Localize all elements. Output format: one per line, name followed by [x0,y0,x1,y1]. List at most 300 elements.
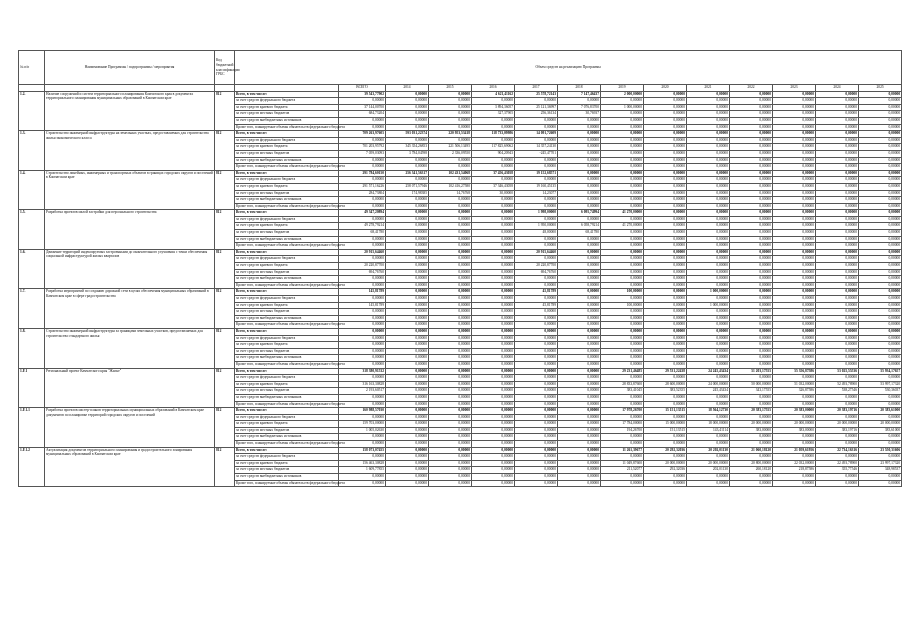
amount-cell: 0,00000 [687,276,730,283]
amount-cell: 0,00000 [644,216,687,223]
amount-cell: 0,00000 [515,243,558,250]
amount-cell: 0,00000 [472,315,515,322]
budget-table [18,50,902,487]
funding-source-label: за счет средств местных бюджетов [235,348,339,355]
amount-cell: 0,00000 [429,203,472,210]
amount-cell: 383,61000 [859,427,902,434]
amount-cell: 0,00000 [730,375,773,382]
amount-cell: 0,00000 [472,296,515,303]
amount-cell: 0,00000 [601,164,644,171]
amount-cell: 0,00000 [687,375,730,382]
year-header: 2018 [558,85,601,92]
amount-cell: 0,00000 [558,368,601,375]
amount-cell: 48,00000 [515,230,558,237]
funding-source-label: за счет средств краевого бюджета [235,460,339,467]
amount-cell: 211,52077 [601,467,644,474]
amount-cell: 20 383,61000 [859,408,902,415]
amount-cell: 0,00000 [859,91,902,98]
amount-cell: 0,00000 [515,137,558,144]
amount-cell: 0,00000 [601,441,644,448]
amount-cell: 0,00000 [687,454,730,461]
amount-cell: 0,00000 [730,269,773,276]
amount-cell: 0,00000 [601,394,644,401]
funding-source-label: за счет средств краевого бюджета [235,302,339,309]
amount-cell: 0,00000 [730,104,773,111]
col-grbs-header: Код бюджетной классификации ГРБС [215,51,235,85]
amount-cell: 0,00000 [644,269,687,276]
amount-cell: 0,00000 [472,256,515,263]
amount-cell: 0,00000 [773,131,816,138]
amount-cell: 0,00000 [558,335,601,342]
amount-cell: 0,00000 [730,203,773,210]
amount-cell: 0,00000 [515,375,558,382]
amount-cell: 0,00000 [730,361,773,368]
amount-cell: 0,00000 [386,124,429,131]
amount-cell: 0,00000 [859,269,902,276]
amount-cell: 0,00000 [816,236,859,243]
amount-cell: 0,00000 [773,480,816,487]
amount-cell: 260,18120 [730,467,773,474]
amount-cell: 0,00000 [644,210,687,217]
amount-cell: 0,00000 [816,243,859,250]
amount-cell: 0,00000 [859,230,902,237]
funding-source-label: за счет средств местных бюджетов [235,388,339,395]
row-number: 1.7. [19,289,45,329]
funding-source-label: за счет средств местных бюджетов [235,427,339,434]
amount-cell: 0,00000 [515,441,558,448]
funding-source-label: за счет средств федерального бюджета [235,216,339,223]
amount-cell: 0,00000 [558,421,601,428]
amount-cell: 0,00000 [472,328,515,335]
amount-cell: 0,00000 [773,315,816,322]
amount-cell: 0,00000 [816,289,859,296]
amount-cell: 49 278,79214 [339,223,386,230]
amount-cell: 0,00000 [339,137,386,144]
amount-cell: 0,00000 [687,361,730,368]
amount-cell: 0,00000 [730,183,773,190]
amount-cell: 0,00000 [515,467,558,474]
amount-cell: 0,00000 [644,104,687,111]
amount-cell: 0,00000 [730,170,773,177]
amount-cell: 0,00000 [429,394,472,401]
amount-cell: 0,00000 [339,454,386,461]
amount-cell: 0,00000 [687,111,730,118]
amount-cell: 20 383,19716 [816,408,859,415]
amount-cell: 0,00000 [644,335,687,342]
amount-cell: 0,00000 [472,381,515,388]
amount-cell: 0,00000 [472,434,515,441]
amount-cell: 18 000,00000 [687,421,730,428]
amount-cell: 0,00000 [687,210,730,217]
amount-cell: 19 152,68571 [515,170,558,177]
amount-cell: 0,00000 [558,124,601,131]
amount-cell: 538,27546 [816,388,859,395]
amount-cell: 0,00000 [429,388,472,395]
table-row [19,289,902,296]
amount-cell: 0,00000 [429,216,472,223]
funding-source-label: за счет средств внебюджетных источников [235,434,339,441]
amount-cell: 29 531,22438 [644,368,687,375]
amount-cell: 24 000,00000 [687,381,730,388]
amount-cell: 0,00000 [472,230,515,237]
amount-cell: 0,00000 [687,322,730,329]
amount-cell: 0,00000 [429,348,472,355]
amount-cell: 0,00000 [773,230,816,237]
amount-cell: 21 059,61956 [773,447,816,454]
col-no-header: № п/п [19,51,45,85]
amount-cell: 15 151,13515 [644,408,687,415]
amount-cell: 0,00000 [816,131,859,138]
amount-cell: 0,00000 [515,381,558,388]
amount-cell: 0,00000 [339,216,386,223]
amount-cell: 0,00000 [730,223,773,230]
grbs-code: 812 [215,289,235,329]
amount-cell: 218,87586 [773,467,816,474]
amount-cell: 0,00000 [339,441,386,448]
amount-cell: 0,00000 [687,230,730,237]
amount-cell: 694,76760 [339,269,386,276]
amount-cell: 0,00000 [816,480,859,487]
amount-cell: 0,00000 [730,263,773,270]
amount-cell: 18 564,12730 [687,408,730,415]
amount-cell: 684,73204 [339,111,386,118]
amount-cell: 0,00000 [386,394,429,401]
amount-cell: 0,00000 [773,243,816,250]
amount-cell: 0,00000 [687,328,730,335]
amount-cell: 0,00000 [386,157,429,164]
amount-cell: 0,00000 [816,263,859,270]
amount-cell: 0,00000 [601,203,644,210]
amount-cell: 0,00000 [386,441,429,448]
amount-cell: 0,00000 [730,256,773,263]
amount-cell: 0,00000 [558,137,601,144]
funding-source-label: Кроме того, планируемые объемы обязательств федерального бюджета [235,480,339,487]
amount-cell: 0,00000 [816,414,859,421]
funding-source-label: за счет средств федерального бюджета [235,177,339,184]
amount-cell: 0,00000 [687,144,730,151]
amount-cell: 0,00000 [386,460,429,467]
amount-cell: 0,00000 [601,315,644,322]
funding-source-label: за счет средств краевого бюджета [235,104,339,111]
amount-cell: 0,00000 [687,190,730,197]
row-number: 1.F.1.1 [19,408,45,448]
amount-cell: 0,00000 [601,117,644,124]
amount-cell: 0,00000 [558,157,601,164]
amount-cell: 0,00000 [730,342,773,349]
amount-cell: 0,00000 [558,348,601,355]
amount-cell: 0,00000 [730,454,773,461]
funding-source-label: за счет средств федерального бюджета [235,256,339,263]
amount-cell: 0,00000 [601,243,644,250]
amount-cell: 0,00000 [515,447,558,454]
year-header: 2020 [644,85,687,92]
amount-cell: 0,00000 [429,441,472,448]
amount-cell: 0,00000 [386,263,429,270]
row-number: 1.4. [19,170,45,210]
grbs-code: 812 [215,447,235,487]
funding-source-label: Кроме того, планируемые объемы обязательств федерального бюджета [235,164,339,171]
amount-cell: 0,00000 [339,315,386,322]
amount-cell: 0,00000 [644,230,687,237]
funding-source-label: Кроме того, планируемые объемы обязательств федерального бюджета [235,322,339,329]
amount-cell: 0,00000 [558,460,601,467]
amount-cell: 0,00000 [816,111,859,118]
table-row [19,408,902,415]
amount-cell: 20 220,87700 [339,263,386,270]
amount-cell: 0,00000 [687,355,730,362]
row-number: 1.3. [19,131,45,171]
amount-cell: 0,00000 [687,315,730,322]
amount-cell: 0,00000 [730,111,773,118]
amount-cell: 1 609,77855 [339,467,386,474]
amount-cell: 45,81789 [515,302,558,309]
amount-cell: 0,00000 [515,322,558,329]
amount-cell: 0,00000 [859,361,902,368]
amount-cell: 0,00000 [816,104,859,111]
amount-cell: 0,00000 [816,474,859,481]
amount-cell: 0,00000 [472,388,515,395]
amount-cell: 11 049,87600 [601,460,644,467]
funding-source-label: за счет средств федерального бюджета [235,137,339,144]
amount-cell: 0,00000 [773,249,816,256]
amount-cell: 0,00000 [859,98,902,105]
amount-cell: 0,00000 [601,157,644,164]
amount-cell: 0,00000 [773,348,816,355]
amount-cell: 0,00000 [558,467,601,474]
amount-cell: 0,00000 [558,309,601,316]
amount-cell: 0,00000 [859,124,902,131]
amount-cell: 0,00000 [558,243,601,250]
amount-cell: 0,00000 [773,144,816,151]
amount-cell: 0,00000 [859,441,902,448]
amount-cell: 0,00000 [816,91,859,98]
amount-cell: 0,00000 [644,289,687,296]
amount-cell: 156 463,30828 [339,460,386,467]
amount-cell: 0,00000 [339,480,386,487]
table-row [19,249,902,256]
amount-cell: 0,00000 [816,197,859,204]
amount-cell: 0,00000 [687,104,730,111]
amount-cell: 20 000,00000 [644,460,687,467]
amount-cell: 159 703,00000 [339,421,386,428]
funding-source-label: Всего, в том числе: [235,408,339,415]
amount-cell: 0,00000 [644,177,687,184]
amount-cell: 0,00000 [687,124,730,131]
amount-cell: 0,00000 [773,164,816,171]
amount-cell: 0,00000 [816,348,859,355]
amount-cell: 0,00000 [816,164,859,171]
amount-cell: 0,00000 [386,243,429,250]
amount-cell: 2 193,60517 [339,388,386,395]
amount-cell: 2 000,00000 [601,91,644,98]
amount-cell: 0,00000 [429,447,472,454]
amount-cell: 0,00000 [558,197,601,204]
amount-cell: 0,00000 [339,177,386,184]
amount-cell: 6 058,79214 [558,223,601,230]
funding-source-label: за счет средств краевого бюджета [235,421,339,428]
funding-source-label: за счет средств внебюджетных источников [235,394,339,401]
amount-cell: 0,00000 [386,137,429,144]
amount-cell: 0,00000 [730,131,773,138]
amount-cell: 0,00000 [515,98,558,105]
amount-cell: 0,00000 [515,434,558,441]
amount-cell: 0,00000 [558,434,601,441]
amount-cell: 0,00000 [515,388,558,395]
year-header: 2021 [687,85,730,92]
amount-cell: 0,00000 [472,164,515,171]
amount-cell: 0,00000 [601,170,644,177]
amount-cell: 0,00000 [773,236,816,243]
amount-cell: 0,00000 [859,117,902,124]
funding-source-label: за счет средств местных бюджетов [235,230,339,237]
amount-cell: 100,00000 [601,289,644,296]
amount-cell: 0,00000 [687,137,730,144]
amount-cell: 0,00000 [558,289,601,296]
amount-cell: 0,00000 [601,216,644,223]
funding-source-label: за счет средств краевого бюджета [235,263,339,270]
amount-cell: 0,00000 [859,144,902,151]
amount-cell: 0,00000 [730,164,773,171]
amount-cell: 0,00000 [339,124,386,131]
amount-cell: 0,00000 [429,315,472,322]
amount-cell: 0,00000 [429,322,472,329]
amount-cell: 0,00000 [558,177,601,184]
amount-cell: 0,00000 [730,210,773,217]
amount-cell: 0,00000 [644,434,687,441]
amount-cell: 0,00000 [558,342,601,349]
amount-cell: 0,00000 [601,263,644,270]
amount-cell: 0,00000 [515,256,558,263]
amount-cell: 0,00000 [429,263,472,270]
funding-source-label: за счет средств местных бюджетов [235,190,339,197]
amount-cell: 0,00000 [386,98,429,105]
amount-cell: 0,00000 [601,183,644,190]
amount-cell: 0,00000 [558,203,601,210]
amount-cell: 0,00000 [472,98,515,105]
amount-cell: 1 005,02630 [339,427,386,434]
amount-cell: 0,00000 [644,98,687,105]
amount-cell: 0,00000 [773,203,816,210]
funding-source-label: за счет средств местных бюджетов [235,150,339,157]
amount-cell: 0,00000 [601,375,644,382]
measure-name: Строительство линейных, инженерных и транспортных объектов в границах городских округов и поселений в Камчатском крае [45,170,215,210]
amount-cell: 2 336,09550 [429,150,472,157]
amount-cell: 0,00000 [429,282,472,289]
amount-cell: 21 060,18120 [730,447,773,454]
amount-cell: 0,00000 [515,197,558,204]
funding-source-label: за счет средств внебюджетных источников [235,157,339,164]
amount-cell: 0,00000 [558,381,601,388]
amount-cell: 326,87586 [773,388,816,395]
amount-cell: 0,00000 [644,276,687,283]
funding-source-label: за счет средств внебюджетных источников [235,276,339,283]
amount-cell: 20 383,17555 [730,408,773,415]
table-row [19,131,902,138]
amount-cell: 0,00000 [601,131,644,138]
amount-cell: 0,00000 [816,309,859,316]
amount-cell: 0,00000 [429,302,472,309]
amount-cell: 0,00000 [386,223,429,230]
amount-cell: 0,00000 [386,480,429,487]
amount-cell: 0,00000 [472,394,515,401]
amount-cell: 53 025,55536 [816,368,859,375]
amount-cell: 258 071,57946 [386,183,429,190]
row-number: 1.2. [19,91,45,131]
amount-cell: 0,00000 [386,322,429,329]
amount-cell: 0,00000 [687,309,730,316]
amount-cell: 0,00000 [687,434,730,441]
amount-cell: 0,00000 [816,183,859,190]
amount-cell: 0,00000 [730,401,773,408]
table-header-row [19,51,902,85]
amount-cell: 0,00000 [644,375,687,382]
amount-cell: 0,00000 [816,441,859,448]
amount-cell: 4 621,41162 [472,91,515,98]
amount-cell: 0,00000 [859,263,902,270]
amount-cell: 0,00000 [429,223,472,230]
amount-cell: 0,00000 [472,177,515,184]
amount-cell: 0,00000 [472,203,515,210]
amount-cell: 0,00000 [472,157,515,164]
amount-cell: 709 263,97605 [339,131,386,138]
amount-cell: 49 347,20894 [339,210,386,217]
amount-cell: 0,00000 [429,249,472,256]
amount-cell: 0,00000 [644,454,687,461]
amount-cell: 22 734,16316 [816,447,859,454]
amount-cell: 0,00000 [515,454,558,461]
col-total-header: ВСЕГО [339,85,386,92]
amount-cell: 0,00000 [339,296,386,303]
years-header-row [19,85,902,92]
amount-cell: 0,00000 [773,355,816,362]
amount-cell: 0,00000 [339,203,386,210]
amount-cell: 0,00000 [429,361,472,368]
amount-cell: 0,00000 [515,309,558,316]
amount-cell: 14,23077 [515,190,558,197]
amount-cell: 383,00000 [730,427,773,434]
amount-cell: 0,00000 [386,474,429,481]
amount-cell: 0,00000 [859,197,902,204]
amount-cell: 0,00000 [601,269,644,276]
amount-cell: 0,00000 [386,368,429,375]
amount-cell: 0,00000 [687,98,730,105]
amount-cell: 0,00000 [339,394,386,401]
amount-cell: 202,01130 [687,467,730,474]
amount-cell: 383,00000 [773,427,816,434]
amount-cell: 20 000,00000 [816,421,859,428]
amount-cell: 1 000,00000 [687,289,730,296]
amount-cell: 0,00000 [386,348,429,355]
amount-cell: 0,00000 [773,474,816,481]
amount-cell: 0,00000 [558,276,601,283]
amount-cell: 0,00000 [816,256,859,263]
funding-source-label: за счет средств местных бюджетов [235,269,339,276]
amount-cell: 0,00000 [601,355,644,362]
amount-cell: 0,00000 [429,368,472,375]
amount-cell: 0,00000 [773,91,816,98]
amount-cell: 0,00000 [816,170,859,177]
amount-cell: 0,00000 [644,256,687,263]
funding-source-label: за счет средств федерального бюджета [235,335,339,342]
amount-cell: 0,00000 [472,322,515,329]
amount-cell: 0,00000 [687,183,730,190]
amount-cell: 0,00000 [816,394,859,401]
amount-cell: 0,00000 [773,414,816,421]
amount-cell: 0,00000 [816,144,859,151]
amount-cell: 0,00000 [816,361,859,368]
amount-cell: 0,00000 [730,309,773,316]
amount-cell: 0,00000 [730,124,773,131]
